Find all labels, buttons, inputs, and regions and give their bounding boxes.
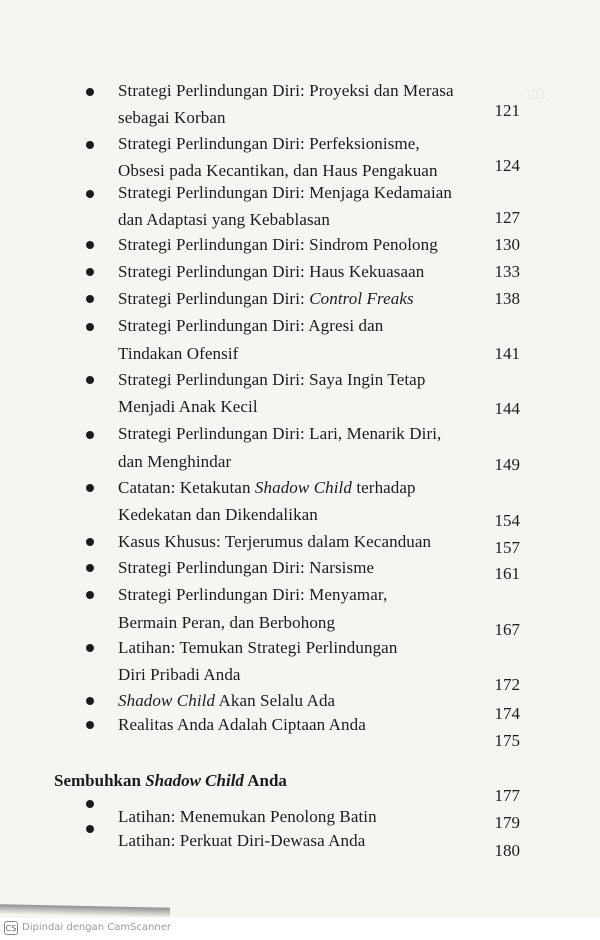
entry-line: Shadow Child Akan Selalu Ada [118,691,336,710]
entry-line: Obsesi pada Kecantikan, dan Haus Pengakuan [118,161,438,180]
bullet-icon [86,295,94,303]
page-number: 124 [494,156,520,175]
entry-line: Kasus Khusus: Terjerumus dalam Kecanduan [118,532,432,551]
page-edge-shadow [0,904,170,918]
entry-line: Strategi Perlindungan Diri: Proyeksi dan Merasa [118,81,454,100]
page-number: 127 [494,208,520,227]
page-number: 141 [494,344,520,363]
page-number: 144 [494,399,520,418]
bullet-icon [86,376,94,384]
camscanner-logo-icon: CS [4,921,18,935]
page-number: 180 [494,841,520,860]
page-number: 157 [494,538,520,557]
entry-line: Tindakan Ofensif [118,344,239,363]
entry-line: Menjadi Anak Kecil [118,397,258,416]
entry-line: Strategi Perlindungan Diri: Sindrom Penolong [118,235,438,254]
entry-line: Catatan: Ketakutan Shadow Child terhadap [118,478,416,497]
page-number: 149 [494,455,520,474]
entry-line: Strategi Perlindungan Diri: Agresi dan [118,316,384,335]
entry-line: Latihan: Temukan Strategi Perlindungan [118,638,398,657]
bleed-through-text: ·103 [520,88,546,103]
page-number: 174 [494,704,520,723]
entry-line: Latihan: Perkuat Diri-Dewasa Anda [118,831,366,850]
bullet-icon [86,190,94,198]
page-number: 161 [494,564,520,583]
page-number: 133 [494,262,520,281]
entry-line: Strategi Perlindungan Diri: Narsisme [118,558,375,577]
bullet-icon [86,800,94,808]
page-number: 177 [494,786,520,805]
bullet-icon [86,538,94,546]
bullet-icon [86,697,94,705]
entry-line: Strategi Perlindungan Diri: Saya Ingin Tetap [118,370,426,389]
entry-line: Diri Pribadi Anda [118,665,241,684]
bullet-icon [86,141,94,149]
bullet-icon [86,644,94,652]
entry-line: Latihan: Menemukan Penolong Batin [118,807,377,826]
entry-line: Realitas Anda Adalah Ciptaan Anda [118,715,366,734]
bullet-icon [86,484,94,492]
bullet-icon [86,88,94,96]
bullet-icon [86,825,94,833]
bullet-icon [86,564,94,572]
page-number: 175 [494,731,520,750]
bullet-icon [86,268,94,276]
scanner-watermark-text: Dipindai dengan CamScanner [22,922,171,933]
entry-line: Kedekatan dan Dikendalikan [118,505,318,524]
bullet-icon [86,431,94,439]
page-number: 167 [494,620,520,639]
page-number: 154 [494,511,520,530]
entry-line: Strategi Perlindungan Diri: Control Freaks [118,289,414,308]
entry-line: Bermain Peran, dan Berbohong [118,613,336,632]
bullet-icon [86,591,94,599]
page-number: 172 [494,675,520,694]
entry-line: Strategi Perlindungan Diri: Perfeksionisme, [118,134,420,153]
page-number: 121 [494,101,520,120]
entry-line: Strategi Perlindungan Diri: Menjaga Kedamaian [118,183,453,202]
page-number: 179 [494,813,520,832]
entry-line: sebagai Korban [118,108,226,127]
entry-line: Strategi Perlindungan Diri: Haus Kekuasaan [118,262,425,281]
page-number: 138 [494,289,520,308]
section-heading: Sembuhkan Shadow Child Anda [54,771,287,790]
bullet-icon [86,241,94,249]
entry-line: Strategi Perlindungan Diri: Menyamar, [118,585,388,604]
entry-line: dan Adaptasi yang Kebablasan [118,210,330,229]
bullet-icon [86,721,94,729]
page-number: 130 [494,235,520,254]
entry-line: dan Menghindar [118,452,232,471]
entry-line: Strategi Perlindungan Diri: Lari, Menarik Diri, [118,424,442,443]
bullet-icon [86,323,94,331]
